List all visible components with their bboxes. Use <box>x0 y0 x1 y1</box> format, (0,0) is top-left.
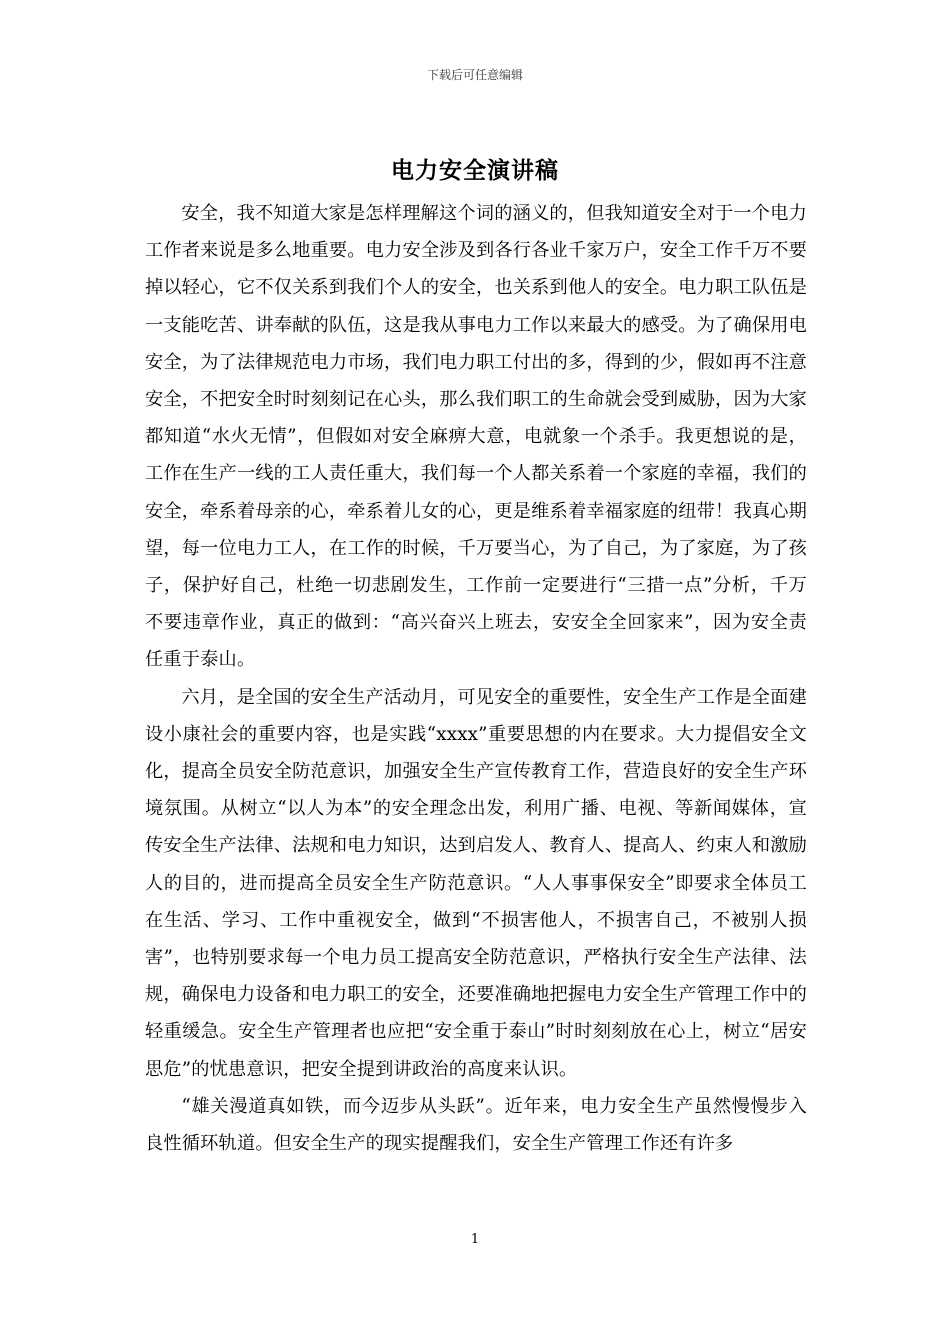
paragraph: 六月，是全国的安全生产活动月，可见安全的重要性，安全生产工作是全面建设小康社会的重要内容，也是实践“xxxx”重要思想的内在要求。大力提倡安全文化，提高全员安全防范意识，加强安全生产宣传教育工作，营造良好的安全生产环境氛围。从树立“以人为本”的安全理念出发，利用广播、电视、等新闻媒体，宣传安全生产法律、法规和电力知识，达到启发人、教育人、提高人、约束人和激励人的目的，进而提高全员安全生产防范意识。“人人事事保安全”即要求全体员工在生活、学习、工作中重视安全，做到“不损害他人，不损害自己，不被别人损害”，也特别要求每一个电力员工提高安全防范意识，严格执行安全生产法律、法规，确保电力设备和电力职工的安全，还要准确地把握电力安全生产管理工作中的轻重缓急。安全生产管理者也应把“安全重于泰山”时时刻刻放在心上，树立“居安思危”的忧患意识，把安全提到讲政治的高度来认识。 <box>145 686 807 1080</box>
document-body <box>145 195 807 1162</box>
page-header-note: 下载后可任意编辑 <box>426 68 523 82</box>
document-title: 电力安全演讲稿 <box>391 158 559 184</box>
page-number: 1 <box>470 1232 480 1247</box>
paragraph: 安全，我不知道大家是怎样理解这个词的涵义的，但我知道安全对于一个电力工作者来说是多么地重要。电力安全涉及到各行各业千家万户，安全工作千万不要掉以轻心，它不仅关系到我们个人的安全，也关系到他人的安全。电力职工队伍是一支能吃苦、讲奉献的队伍，这是我从事电力工作以来最大的感受。为了确保用电安全，为了法律规范电力市场，我们电力职工付出的多，得到的少，假如再不注意安全，不把安全时时刻刻记在心头，那么我们职工的生命就会受到威胁，因为大家都知道“水火无情”，但假如对安全麻痹大意，电就象一个杀手。我更想说的是，工作在生产一线的工人责任重大，我们每一个人都关系着一个家庭的幸福，我们的安全，牵系着母亲的心，牵系着儿女的心，更是维系着幸福家庭的纽带！我真心期望，每一位电力工人，在工作的时候，千万要当心，为了自己，为了家庭，为了孩子，保护好自己，杜绝一切悲剧发生，工作前一定要进行“三措一点”分析，千万不要违章作业，真正的做到：“高兴奋兴上班去，安安全全回家来”，因为安全责任重于泰山。 <box>145 203 808 671</box>
paragraph: “雄关漫道真如铁，而今迈步从头跃”。近年来，电力安全生产虽然慢慢步入良性循环轨道。但安全生产的现实提醒我们，安全生产管理工作还有许多 <box>145 1095 807 1155</box>
